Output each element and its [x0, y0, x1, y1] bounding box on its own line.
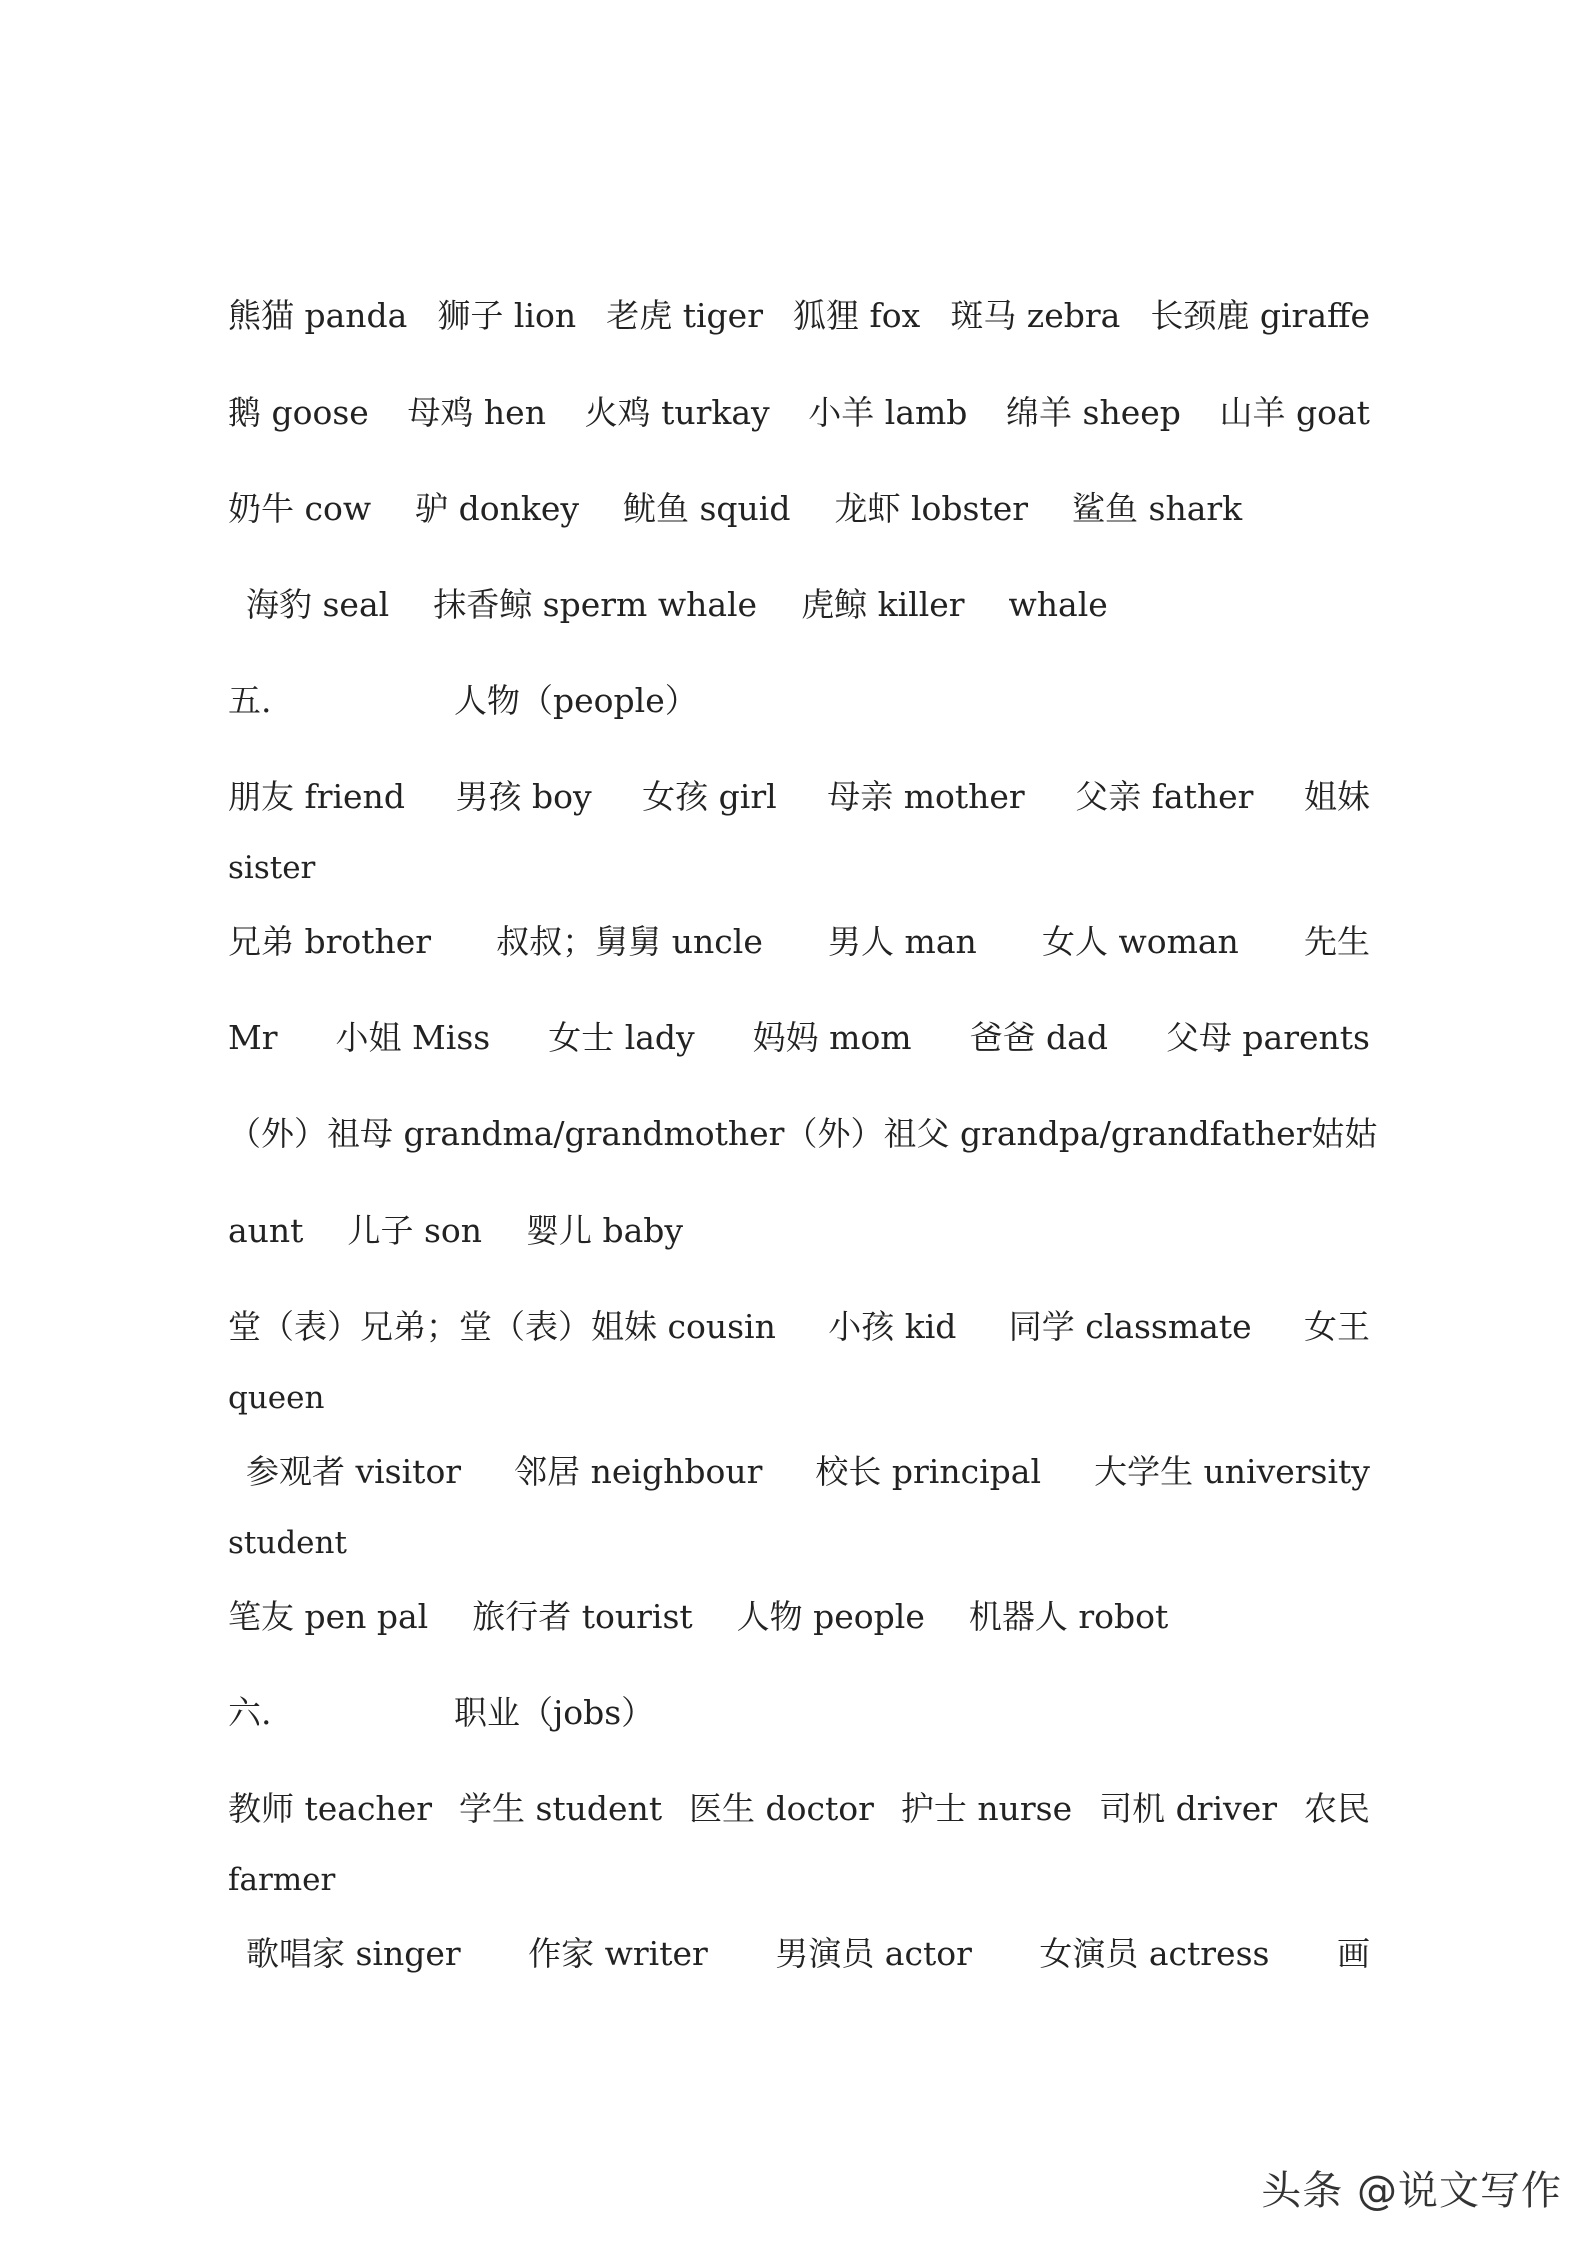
word-entry: 叔叔；舅舅 uncle — [496, 922, 763, 961]
word-entry: 鹅 goose — [228, 393, 369, 432]
word-entry: 女演员 actress — [1039, 1934, 1270, 1973]
vocab-line-animals-4 — [228, 583, 1370, 627]
word-entry: 学生 student — [458, 1789, 663, 1828]
vocab-line-jobs-1 — [228, 1787, 1370, 1831]
vocab-line-people-5 — [228, 1209, 1370, 1253]
section-heading-jobs — [228, 1691, 654, 1735]
wrapped-word: farmer — [228, 1862, 336, 1898]
word-entry: 女王 — [1303, 1307, 1370, 1346]
vocab-line-people-8 — [228, 1595, 1370, 1639]
word-entry: Mr — [228, 1018, 278, 1057]
word-entry: 同学 classmate — [1008, 1307, 1252, 1346]
vocab-line-jobs-2 — [228, 1932, 1370, 1976]
vocab-line-people-6 — [228, 1305, 1370, 1349]
section-heading-people — [228, 679, 698, 723]
word-entry: 医生 doctor — [689, 1789, 874, 1828]
word-entry: 龙虾 lobster — [834, 489, 1029, 528]
word-entry: 斑马 zebra — [950, 296, 1121, 335]
word-entry: 虎鲸 killer — [801, 585, 965, 624]
word-entry: 大学生 university — [1094, 1452, 1370, 1491]
word-entry: 母鸡 hen — [407, 393, 546, 432]
wrapped-word: student — [228, 1525, 347, 1561]
word-entry: 狮子 lion — [437, 296, 577, 335]
word-entry: 司机 driver — [1099, 1789, 1277, 1828]
vocab-line-people-4 — [228, 1112, 1378, 1156]
word-entry: 老虎 tiger — [606, 296, 763, 335]
word-entry: 姑姑 — [1311, 1114, 1378, 1153]
word-entry: 父母 parents — [1165, 1018, 1370, 1057]
word-entry: 画 — [1336, 1934, 1370, 1973]
section-title: 人物（people） — [454, 681, 698, 720]
word-entry: 鱿鱼 squid — [623, 489, 791, 528]
wrapped-word: sister — [228, 850, 316, 886]
word-entry: 抹香鲸 sperm whale — [433, 585, 758, 624]
word-entry: 小孩 kid — [828, 1307, 957, 1346]
word-entry: 朋友 friend — [228, 777, 405, 816]
vocab-line-people-7 — [228, 1450, 1370, 1494]
word-entry: 男人 man — [828, 922, 977, 961]
word-entry: 山羊 goat — [1219, 393, 1370, 432]
watermark: 头条 @说文写作 — [1261, 2168, 1562, 2214]
vocab-line-people-2 — [228, 920, 1370, 964]
word-entry: 机器人 robot — [968, 1597, 1169, 1636]
word-entry: 歌唱家 singer — [246, 1934, 461, 1973]
word-entry: 农民 — [1303, 1789, 1370, 1828]
vocab-line-people-1 — [228, 775, 1370, 819]
word-entry: 姐妹 — [1303, 777, 1370, 816]
word-entry: 母亲 mother — [827, 777, 1025, 816]
word-entry: 绵羊 sheep — [1006, 393, 1181, 432]
word-entry: 先生 — [1304, 922, 1370, 961]
word-entry: 婴儿 baby — [526, 1211, 684, 1250]
word-entry: 驴 donkey — [415, 489, 579, 528]
word-entry: 作家 writer — [528, 1934, 708, 1973]
word-entry: whale — [1008, 585, 1108, 624]
section-number: 六. — [228, 1693, 272, 1732]
word-entry: 旅行者 tourist — [472, 1597, 693, 1636]
word-entry: 长颈鹿 giraffe — [1150, 296, 1370, 335]
word-entry: 妈妈 mom — [752, 1018, 912, 1057]
word-entry: 笔友 pen pal — [228, 1597, 429, 1636]
word-entry: （外）祖父 grandpa/grandfather — [784, 1114, 1312, 1153]
word-entry: 小姐 Miss — [335, 1018, 491, 1057]
word-entry: （外）祖母 grandma/grandmother — [228, 1114, 785, 1153]
wrapped-word: queen — [228, 1380, 325, 1416]
word-entry: 邻居 neighbour — [514, 1452, 763, 1491]
section-title: 职业（jobs） — [454, 1693, 655, 1732]
word-entry: 堂（表）兄弟；堂（表）姐妹 cousin — [228, 1307, 776, 1346]
word-entry: 人物 people — [736, 1597, 925, 1636]
word-entry: 儿子 son — [347, 1211, 482, 1250]
word-entry: 父亲 father — [1075, 777, 1254, 816]
section-number: 五. — [228, 681, 272, 720]
word-entry: 校长 principal — [815, 1452, 1042, 1491]
word-entry: 女孩 girl — [642, 777, 777, 816]
word-entry: 狐狸 fox — [793, 296, 921, 335]
word-entry: 教师 teacher — [228, 1789, 432, 1828]
word-entry: 鲨鱼 shark — [1072, 489, 1243, 528]
word-entry: 奶牛 cow — [228, 489, 372, 528]
word-entry: 男演员 actor — [775, 1934, 972, 1973]
word-entry: 海豹 seal — [246, 585, 390, 624]
word-entry: 小羊 lamb — [808, 393, 968, 432]
word-entry: 爸爸 dad — [969, 1018, 1108, 1057]
document-page — [228, 0, 1378, 2245]
vocab-line-animals-1 — [228, 294, 1370, 338]
word-entry: 兄弟 brother — [228, 922, 432, 961]
word-entry: aunt — [228, 1211, 304, 1250]
vocab-line-animals-2 — [228, 391, 1370, 435]
vocab-line-people-3 — [228, 1016, 1370, 1060]
word-entry: 女士 lady — [548, 1018, 695, 1057]
word-entry: 参观者 visitor — [246, 1452, 462, 1491]
word-entry: 男孩 boy — [455, 777, 592, 816]
word-entry: 女人 woman — [1041, 922, 1239, 961]
word-entry: 火鸡 turkay — [584, 393, 770, 432]
vocab-line-animals-3 — [228, 487, 1370, 531]
word-entry: 熊猫 panda — [228, 296, 408, 335]
word-entry: 护士 nurse — [900, 1789, 1073, 1828]
